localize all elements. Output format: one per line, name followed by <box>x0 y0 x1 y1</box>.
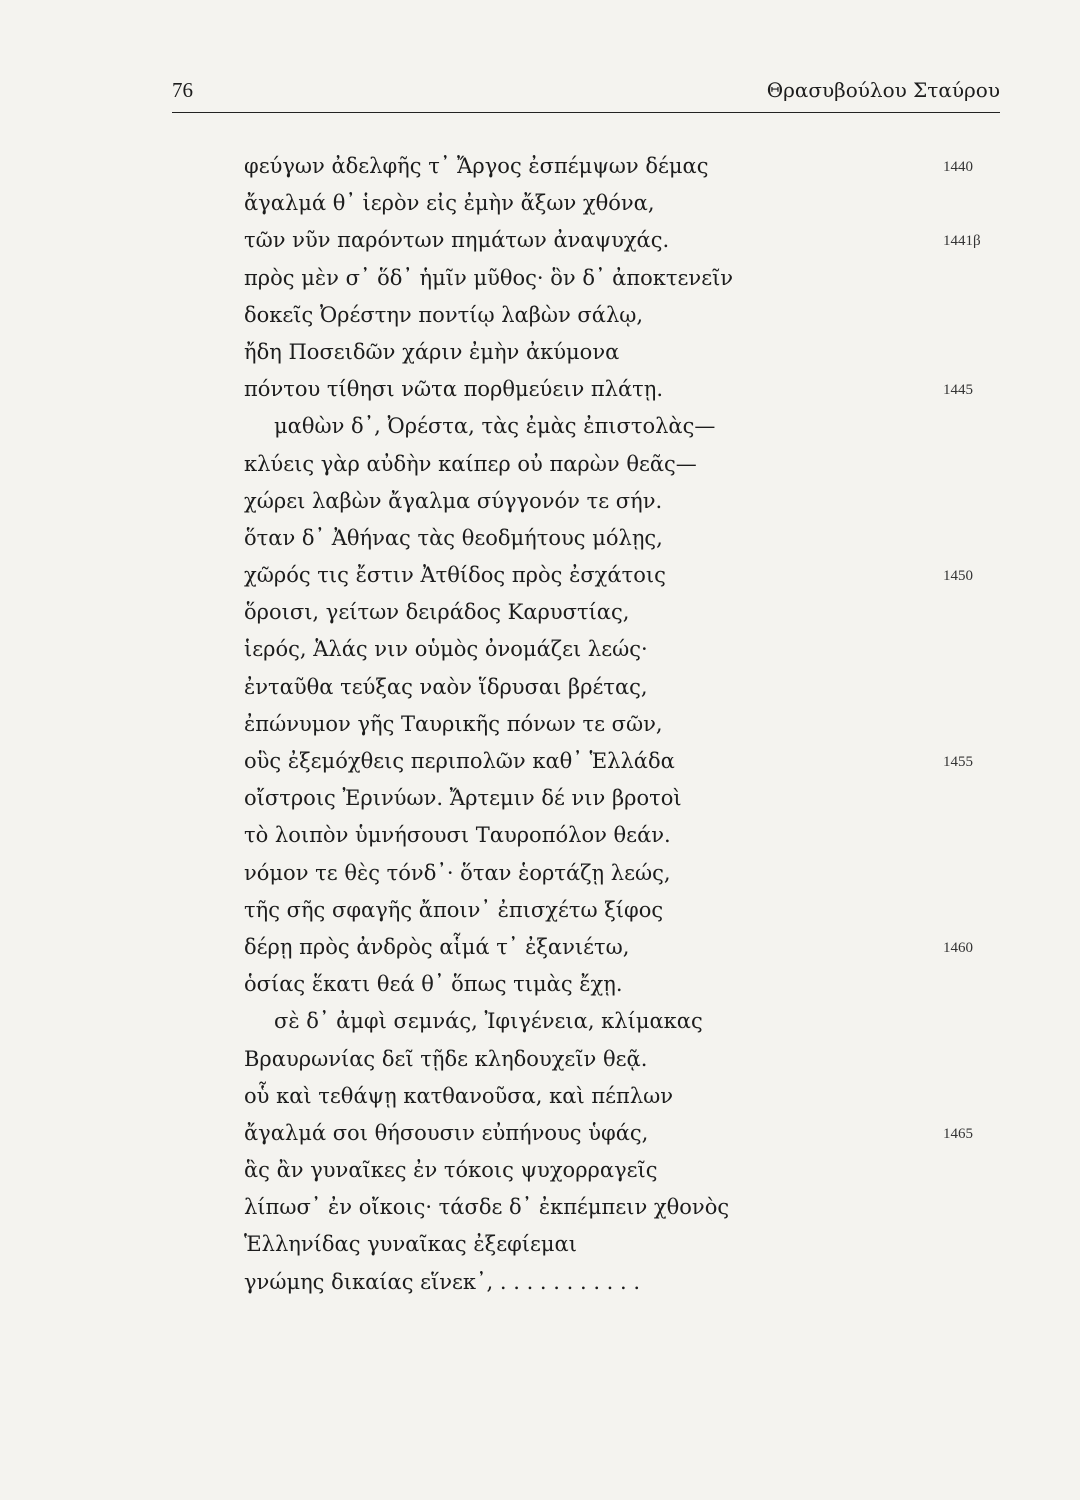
verse-text: λίπωσ᾽ ἐν οἴκοις· τάσδε δ᾽ ἐκπέμπειν χθονὸς <box>244 1195 730 1220</box>
verse-line <box>0 1264 1080 1301</box>
line-number: 1441β <box>943 233 981 250</box>
verse-text: ἐνταῦθα τεύξας ναὸν ἵδρυσαι βρέτας, <box>244 674 648 699</box>
line-number: 1455 <box>943 754 973 770</box>
line-number: 1440 <box>943 159 973 175</box>
verse-line <box>0 817 1080 854</box>
verse-text: οἴστροις Ἐρινύων. Ἄρτεμιν δέ νιν βροτοὶ <box>244 786 682 811</box>
verse-line <box>0 185 1080 222</box>
verse-text: ὅταν δ᾽ Ἀθήνας τὰς θεοδμήτους μόλῃς, <box>244 525 663 550</box>
verse-line <box>0 1226 1080 1263</box>
verse-line <box>0 334 1080 371</box>
verse-text: οὓς ἐξεμόχθεις περιπολῶν καθ᾽ Ἑλλάδα <box>244 749 675 773</box>
verse-text: σὲ δ᾽ ἀμφὶ σεμνάς, Ἰφιγένεια, κλίμακας <box>274 1009 703 1034</box>
verse-text: Βραυρωνίας δεῖ τῇδε κληδουχεῖν θεᾷ. <box>244 1046 648 1071</box>
verse-text: ἐπώνυμον γῆς Ταυρικῆς πόνων τε σῶν, <box>244 711 663 736</box>
verse-line <box>0 1041 1080 1078</box>
verse-line <box>0 1115 1080 1152</box>
page-header <box>172 78 1000 112</box>
verse-text: ἄγαλμά σοι θήσουσιν εὐπήνους ὑφάς, <box>244 1120 649 1145</box>
verse-text: ὅροισι, γείτων δειράδος Καρυστίας, <box>244 600 630 625</box>
line-number: 1465 <box>943 1125 973 1142</box>
verse-text: δοκεῖς Ὀρέστην ποντίῳ λαβὼν σάλῳ, <box>244 302 644 327</box>
verse-text: γνώμης δικαίας εἵνεκ᾽, . . . . . . . . . . . <box>244 1269 641 1294</box>
page-number: 76 <box>172 78 193 102</box>
verse-line <box>0 929 1080 966</box>
verse-line <box>0 297 1080 334</box>
verse-text: μαθὼν δ᾽, Ὀρέστα, τὰς ἐμὰς ἐπιστολὰς— <box>274 414 716 439</box>
verse-text: φεύγων ἀδελφῆς τ᾽ Ἄργος ἐσπέμψων δέμας <box>244 154 709 178</box>
verse-line <box>0 557 1080 594</box>
verse-line <box>0 631 1080 668</box>
verse-text: χώρει λαβὼν ἄγαλμα σύγγονόν τε σήν. <box>244 488 663 513</box>
verse-line <box>0 855 1080 892</box>
verse-line <box>0 222 1080 259</box>
verse-line <box>0 892 1080 929</box>
header-rule <box>172 112 1000 113</box>
verse-text: δέρῃ πρὸς ἀνδρὸς αἷμά τ᾽ ἐξανιέτω, <box>244 934 630 959</box>
verse-text: ἃς ἂν γυναῖκες ἐν τόκοις ψυχορραγεῖς <box>244 1158 658 1183</box>
verse-line <box>0 483 1080 520</box>
verse-line <box>0 966 1080 1003</box>
verse-line <box>0 743 1080 780</box>
verse-text: νόμον τε θὲς τόνδ᾽· ὅταν ἑορτάζῃ λεώς, <box>244 860 671 885</box>
verse-line <box>0 260 1080 297</box>
verse-line <box>0 1152 1080 1189</box>
verse-line <box>0 780 1080 817</box>
verse-text: τῶν νῦν παρόντων πημάτων ἀναψυχάς. <box>244 228 670 253</box>
verse-text: κλύεις γὰρ αὐδὴν καίπερ οὐ παρὼν θεᾶς— <box>244 451 697 476</box>
verse-line <box>0 371 1080 408</box>
verse-line <box>0 446 1080 483</box>
verse-text-block <box>0 148 1080 1301</box>
verse-line <box>0 669 1080 706</box>
verse-text: Ἑλληνίδας γυναῖκας ἐξεφίεμαι <box>244 1232 577 1257</box>
verse-text: ἤδη Ποσειδῶν χάριν ἐμὴν ἀκύμονα <box>244 339 620 364</box>
verse-line <box>0 520 1080 557</box>
running-head: Θρασυβούλου Σταύρου <box>766 78 1000 102</box>
verse-line <box>0 148 1080 185</box>
verse-text: χῶρός τις ἔστιν Ἀτθίδος πρὸς ἐσχάτοις <box>244 563 666 588</box>
verse-text: ὁσίας ἕκατι θεά θ᾽ ὅπως τιμὰς ἔχῃ. <box>244 972 623 997</box>
verse-line <box>0 1078 1080 1115</box>
verse-text: ἄγαλμά θ᾽ ἱερὸν εἰς ἐμὴν ἄξων χθόνα, <box>244 191 655 216</box>
verse-line <box>0 1003 1080 1040</box>
verse-text: οὗ καὶ τεθάψῃ κατθανοῦσα, καὶ πέπλων <box>244 1083 674 1108</box>
verse-text: τῆς σῆς σφαγῆς ἄποιν᾽ ἐπισχέτω ξίφος <box>244 897 664 922</box>
verse-line <box>0 706 1080 743</box>
verse-line <box>0 594 1080 631</box>
line-number: 1460 <box>943 939 973 956</box>
verse-line <box>0 408 1080 445</box>
verse-text: πόντου τίθησι νῶτα πορθμεύειν πλάτῃ. <box>244 377 664 402</box>
verse-text: τὸ λοιπὸν ὑμνήσουσι Ταυροπόλον θεάν. <box>244 823 671 848</box>
line-number: 1450 <box>943 568 973 585</box>
line-number: 1445 <box>943 382 973 399</box>
verse-text: ἱερός, Ἁλάς νιν οὑμὸς ὀνομάζει λεώς· <box>244 637 648 662</box>
verse-text: πρὸς μὲν σ᾽ ὅδ᾽ ἡμῖν μῦθος· ὃν δ᾽ ἀποκτενεῖν <box>244 265 734 290</box>
verse-line <box>0 1189 1080 1226</box>
